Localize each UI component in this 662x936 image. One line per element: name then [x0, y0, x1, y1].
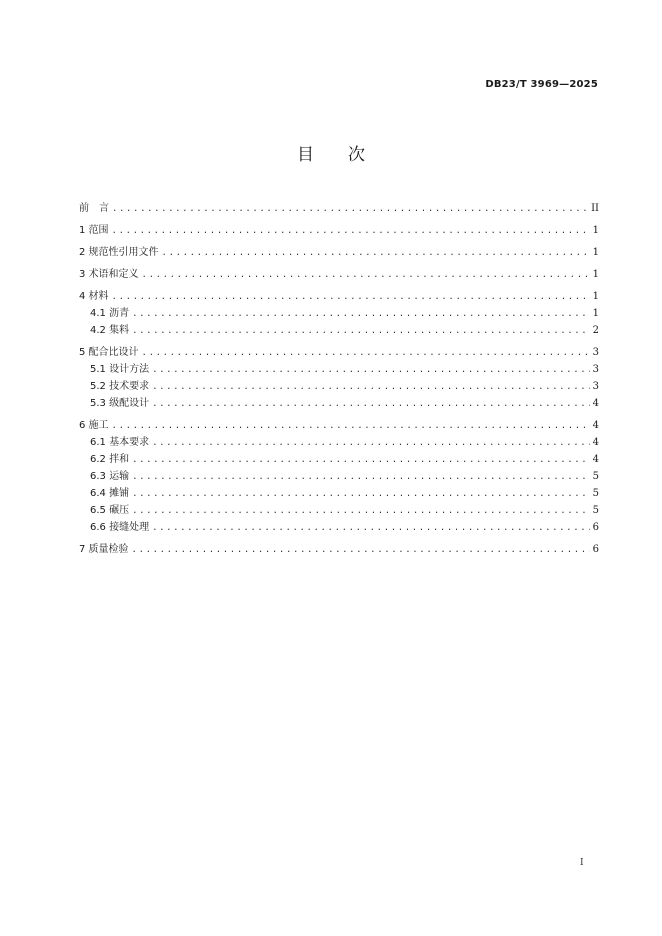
toc-leader-dots [152, 396, 590, 413]
toc-entry-page: 4 [592, 420, 599, 431]
toc-leader-dots [112, 418, 590, 435]
toc-entry-page: 1 [592, 247, 599, 258]
document-code: DB23/T 3969—2025 [485, 79, 598, 90]
toc-entry-label: 前 言 [79, 203, 109, 214]
toc-entry-label: 6 施工 [79, 420, 109, 431]
toc-entry-label: 6.2 拌和 [90, 454, 130, 465]
toc-leader-dots [132, 503, 590, 520]
toc-entry[interactable] [79, 361, 599, 378]
toc-entry-label: 6.6 接缝处理 [90, 522, 150, 533]
toc-entry[interactable] [79, 519, 599, 536]
toc-entry-page: 4 [592, 398, 599, 409]
toc-entry[interactable] [79, 288, 599, 305]
toc-entry[interactable] [79, 305, 599, 322]
toc-leader-dots [152, 379, 590, 396]
toc-leader-dots [132, 306, 590, 323]
toc-entry-page: 4 [592, 437, 599, 448]
toc-entry-label: 6.5 碾压 [90, 505, 130, 516]
toc-entry[interactable] [79, 266, 599, 283]
toc-entry[interactable] [79, 485, 599, 502]
toc-entry-label: 1 范围 [79, 225, 109, 236]
toc-entry-label: 6.4 摊铺 [90, 488, 130, 499]
toc-entry[interactable] [79, 451, 599, 468]
toc-entry-page: 5 [592, 505, 599, 516]
toc-leader-dots [112, 223, 590, 240]
toc-entry-label: 5 配合比设计 [79, 347, 139, 358]
toc-entry[interactable] [79, 468, 599, 485]
toc-entry-page: 2 [592, 325, 599, 336]
toc-leader-dots [152, 520, 590, 537]
toc-leader-dots [152, 362, 590, 379]
table-of-contents [79, 200, 599, 558]
toc-entry-page: 3 [592, 381, 599, 392]
toc-entry[interactable] [79, 434, 599, 451]
toc-entry[interactable] [79, 322, 599, 339]
toc-entry-page: 5 [592, 471, 599, 482]
toc-entry-label: 4 材料 [79, 291, 109, 302]
toc-entry-page: 5 [592, 488, 599, 499]
toc-entry[interactable] [79, 200, 599, 217]
toc-entry-label: 7 质量检验 [79, 544, 129, 555]
toc-entry-label: 2 规范性引用文件 [79, 247, 159, 258]
toc-entry-label: 5.1 设计方法 [90, 364, 150, 375]
toc-entry-label: 4.1 沥青 [90, 308, 130, 319]
toc-leader-dots [132, 323, 590, 340]
toc-entry[interactable] [79, 378, 599, 395]
toc-entry-label: 3 术语和定义 [79, 269, 139, 280]
toc-leader-dots [142, 267, 590, 284]
toc-entry[interactable] [79, 222, 599, 239]
toc-entry-page: 3 [592, 364, 599, 375]
toc-entry[interactable] [79, 344, 599, 361]
toc-entry-page: 1 [592, 225, 599, 236]
toc-entry-label: 6.1 基本要求 [90, 437, 150, 448]
toc-entry[interactable] [79, 417, 599, 434]
title-char-1: 目 [297, 145, 314, 165]
toc-leader-dots [112, 201, 588, 218]
toc-leader-dots [132, 542, 590, 559]
toc-entry[interactable] [79, 244, 599, 261]
toc-entry-page: 3 [592, 347, 599, 358]
toc-leader-dots [132, 452, 590, 469]
toc-entry[interactable] [79, 395, 599, 412]
toc-entry-page: 1 [592, 308, 599, 319]
toc-leader-dots [162, 245, 590, 262]
toc-entry-label: 4.2 集料 [90, 325, 130, 336]
toc-leader-dots [132, 486, 590, 503]
toc-leader-dots [132, 469, 590, 486]
toc-entry-label: 5.2 技术要求 [90, 381, 150, 392]
toc-leader-dots [152, 435, 590, 452]
toc-entry-label: 5.3 级配设计 [90, 398, 150, 409]
toc-entry-page: 6 [592, 522, 599, 533]
toc-entry-label: 6.3 运输 [90, 471, 130, 482]
toc-entry-page: 6 [592, 544, 599, 555]
toc-leader-dots [112, 289, 590, 306]
title-char-2: 次 [348, 145, 365, 165]
toc-leader-dots [142, 345, 590, 362]
footer-page-number: I [580, 858, 584, 868]
page-title [0, 140, 662, 165]
toc-entry[interactable] [79, 541, 599, 558]
toc-entry-page: 4 [592, 454, 599, 465]
toc-entry-page: II [591, 203, 599, 214]
toc-entry[interactable] [79, 502, 599, 519]
toc-entry-page: 1 [592, 291, 599, 302]
toc-entry-page: 1 [592, 269, 599, 280]
